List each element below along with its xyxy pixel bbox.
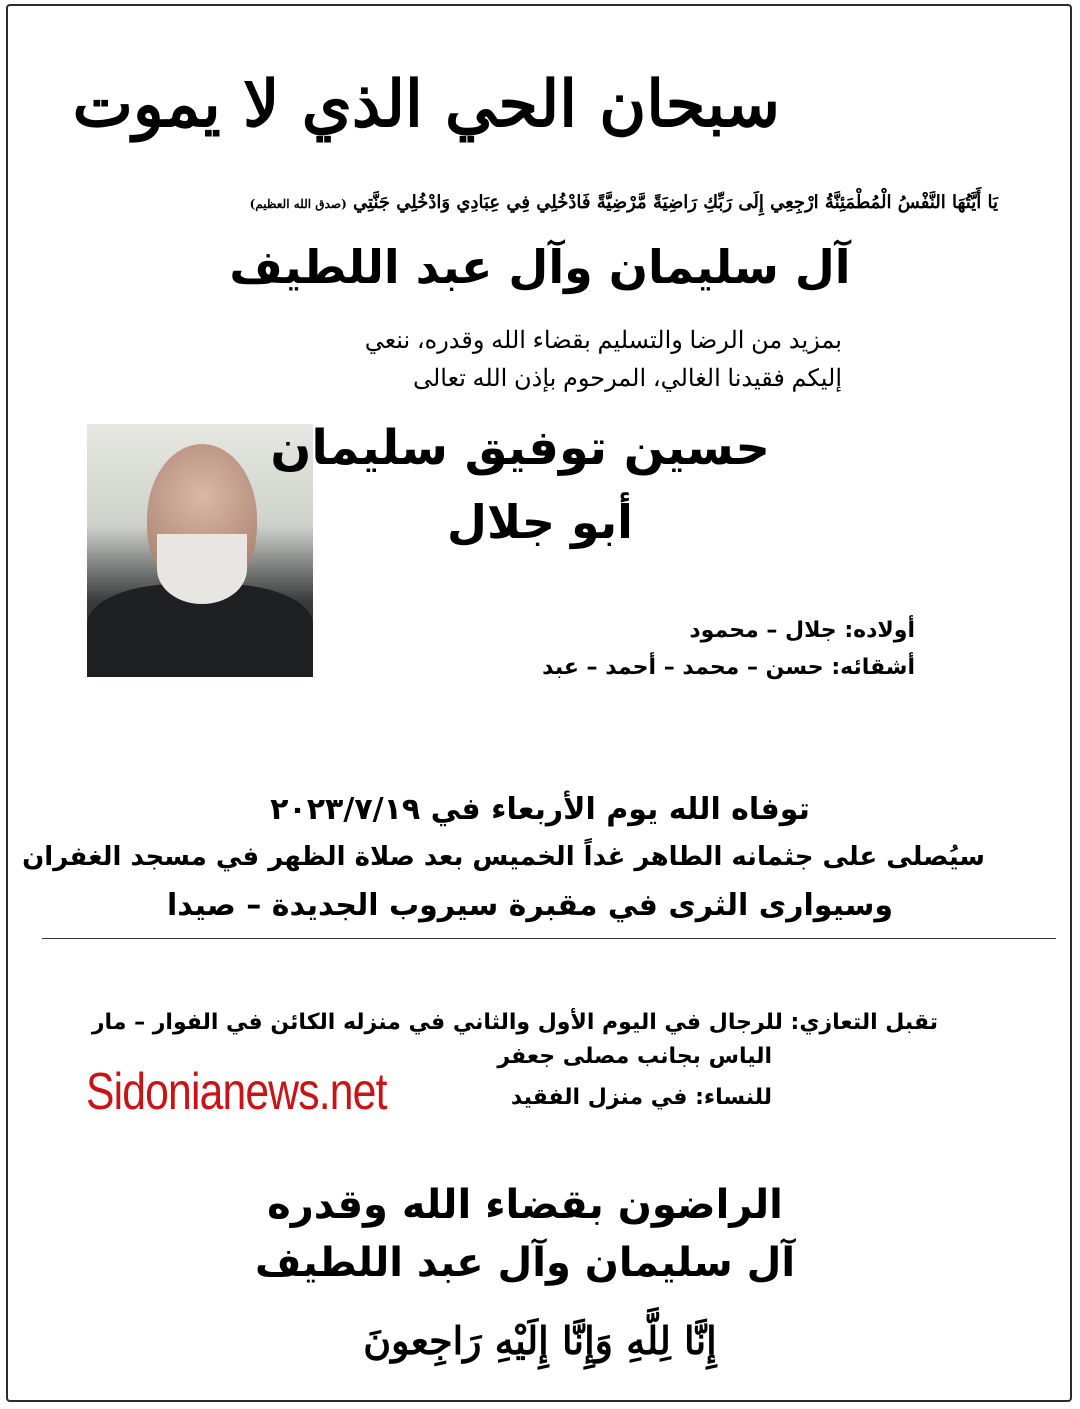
signature-line-2: آل سليمان وآل عبد اللطيف	[254, 1240, 796, 1286]
quran-verse	[250, 192, 998, 213]
photo-beard	[157, 534, 247, 604]
signature-line-1: الراضون بقضاء الله وقدره	[267, 1182, 783, 1228]
site-watermark: Sidonianews.net	[86, 1063, 387, 1121]
siblings-list: أشقائه: حسن – محمد – أحمد – عبد	[542, 655, 915, 680]
condolences-women: للنساء: في منزل الفقيد	[510, 1085, 772, 1110]
children-list: أولاده: جلال – محمود	[689, 618, 915, 643]
condolences-men-line-2: الياس بجانب مصلى جعفر	[497, 1044, 772, 1069]
verse-source: (صدق الله العظيم)	[249, 197, 347, 211]
intro-text	[365, 322, 842, 398]
funeral-prayer: سيُصلى على جثمانه الطاهر غداً الخميس بعد صلاة الظهر في مسجد الغفران	[22, 842, 985, 872]
burial-info: وسيوارى الثرى في مقبرة سيروب الجديدة – صيدا	[167, 888, 893, 923]
condolences-men-line-1: تقبل التعازي: للرجال في اليوم الأول والثاني في منزله الكائن في الفوار – مار	[91, 1010, 938, 1035]
intro-line-2: إليكم فقيدنا الغالي، المرحوم بإذن الله تعالى	[412, 365, 842, 392]
deceased-kunya: أبو جلال	[447, 495, 633, 549]
calligraphy-heading: سبحان الحي الذي لا يموت	[72, 67, 780, 142]
verse-text: يَا أَيَّتُهَا النَّفْسُ الْمُطْمَئِنَّةُ ارْجِعِي إِلَى رَبِّكِ رَاضِيَةً مَّرْضِيَّةً فَادْخُلِي فِي عِبَادِي وَادْخُلِي جَنَّتِي	[353, 192, 998, 213]
intro-line-1: بمزيد من الرضا والتسليم بقضاء الله وقدره، ننعي	[364, 327, 842, 354]
family-title: آل سليمان وآل عبد اللطيف	[229, 240, 851, 294]
death-date: توفاه الله يوم الأربعاء في ٢٠٢٣/٧/١٩	[270, 792, 810, 827]
divider	[42, 938, 1056, 939]
closing-verse: إِنَّا لِلَّهِ وَإِنَّا إِلَيْهِ رَاجِعونَ	[363, 1318, 717, 1363]
deceased-name: حسين توفيق سليمان	[270, 420, 770, 476]
